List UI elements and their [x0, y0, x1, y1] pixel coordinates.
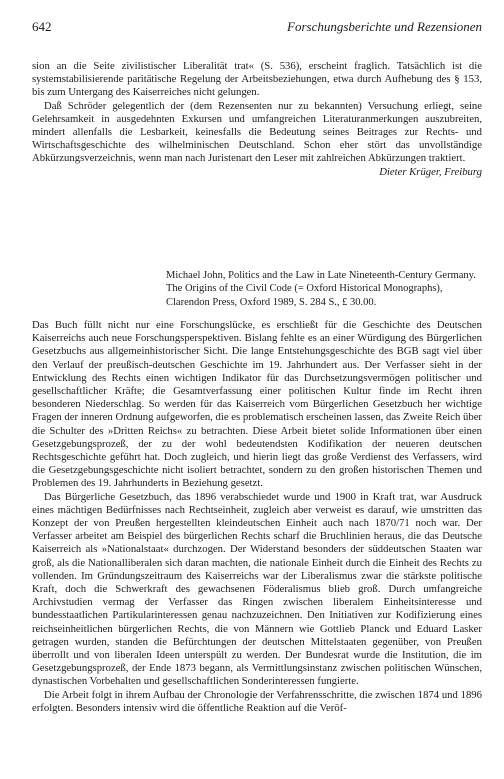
reviewer-signature: Dieter Krüger, Freiburg	[379, 165, 482, 178]
review-2-text	[32, 319, 482, 715]
review-2-paragraph-1: Das Buch füllt nicht nur eine Forschungslücke, es erschließt für die Geschichte des Deutschen Kaiserreichs auch neue Forschungsperspektiven. Bislang fehlte es an einer Würdigung des Bürgerlichen Gesetzbuchs aus allgemeinhistorischer Sicht. Die lange Entstehungsgeschichte des BGB sagt viel über den Verlauf der preußisch-deutschen Geschichte im 19. Jahrhundert aus. Der Verfasser sieht in der Entwicklung des Rechts einen wichtigen Indikator für das Durchsetzungsvermögen politischer und gesellschaftlicher Kräfte; die Gesamtverfassung einer politischen Kultur finde im Recht ihren besonderen Niederschlag. So werden für das Kaiserreich vom Bürgerlichen Gesetzbuch her wichtige Fragen der inneren Ordnung aufgeworfen, die es problematisch erscheinen lassen, das Zweite Reich über die Schulter des »Dritten Reichs« zu betrachten. Diese Arbeit bietet solide Informationen über einen Gesetzgebungsprozeß, der zu der wohl bedeutendsten Kodifikation der neueren deutschen Rechtsgeschichte geführt hat. Doch zugleich, und hierin liegt das große Verdienst des Verfassers, wird die Gesetzgebungsgeschichte nicht isoliert betrachtet, sondern zu den großen historischen Themen und Problemen des 19. Jahrhunderts in Beziehung gesetzt.	[32, 319, 482, 490]
page-header	[32, 19, 482, 35]
page-number: 642	[32, 19, 52, 34]
running-title: Forschungsberichte und Rezensionen	[287, 19, 482, 34]
review-1-paragraph-1: sion an die Seite zivilistischer Liberalität trat« (S. 536), erscheint fraglich. Tatsächlich ist die systemstabilisierende paritätische Regelung der Arbeitsbeziehungen, etwa durch Aufhebung des § 153, bis zum Untergang des Kaiserreiches nicht gelungen.	[32, 60, 482, 99]
bibliographic-entry: Michael John, Politics and the Law in Late Nineteenth-Century Germany. The Origins of the Civil Code (= Oxford Historical Monographs), Clarendon Press, Oxford 1989, S. 284 S., £ 30.00.	[166, 270, 476, 308]
review-1-text	[32, 60, 482, 179]
review-1-paragraph-2-text: Daß Schröder gelegentlich der (dem Rezensenten nur zu bekannten) Versuchung erliegt, seine Gelehrsamkeit in ausgedehnten Exkursen und umfangreichen Literaturanmerkungen auszubreiten, mindert allenfalls die Lesbarkeit, keinesfalls die Bedeutung seines Beitrages zur Rechts- und Wirtschaftsgeschichte des wilhelminischen Deutschland. Schon eher stört das unvollständige Abkürzungsverzeichnis, wenn man nach Juristenart den Leser mit zahlreichen Abkürzungen traktiert.	[32, 99, 482, 165]
review-2-paragraph-2: Das Bürgerliche Gesetzbuch, das 1896 verabschiedet wurde und 1900 in Kraft trat, war Ausdruck eines mächtigen Bedürfnisses nach Rechtseinheit, zugleich aber verweist es darauf, wie umstritten das Konzept der von Preußen hergestellten kleindeutschen Einheit auch nach 1870/71 noch war. Der Verfasser arbeitet am Beispiel des bürgerlichen Rechts scharf die Bruchlinien heraus, die das Deutsche Kaiserreich als »Nationalstaat« durchzogen. Der Widerstand besonders der süddeutschen Staaten war groß, als die Nationalliberalen sich daran machten, die nationale Einheit durch die Einheit des Rechts zu vollenden. Im Gründungszeitraum des Kaiserreichs war der Liberalismus zwar die stärkste politische Kraft, doch die Schwerkraft des gewachsenen Föderalismus blieb groß. Durch umfangreiche Archivstudien vermag der Verfasser das Ringen zwischen liberalem Einheitsinteresse und bundesstaatlichen Partikularinteressen genau nachzuzeichnen. Den Initiativen zur Kodifizierung eines reichseinheitlichen bürgerlichen Rechts, die von Männern wie Gottlieb Planck und Eduard Lasker getragen wurden, standen die Befürchtungen der deutschen Mittelstaaten gegenüber, von Preußen überrollt und von liberalen Ideen unterspült zu werden. Der Bundesrat wurde die Institution, die im Gesetzgebungsprozeß, der Ende 1873 begann, als Vermittlungsinstanz zwischen politischen Wünschen, dynastischen Vorbehalten und gesellschaftlichen Sonderinteressen fungierte.	[32, 490, 482, 688]
review-2-paragraph-3: Die Arbeit folgt in ihrem Aufbau der Chronologie der Verfahrensschritte, die zwischen 1874 und 1896 erfolgten. Besonders intensiv wird die öffentliche Reaktion auf die Veröf-	[32, 688, 482, 714]
review-1-paragraph-2	[32, 99, 482, 178]
